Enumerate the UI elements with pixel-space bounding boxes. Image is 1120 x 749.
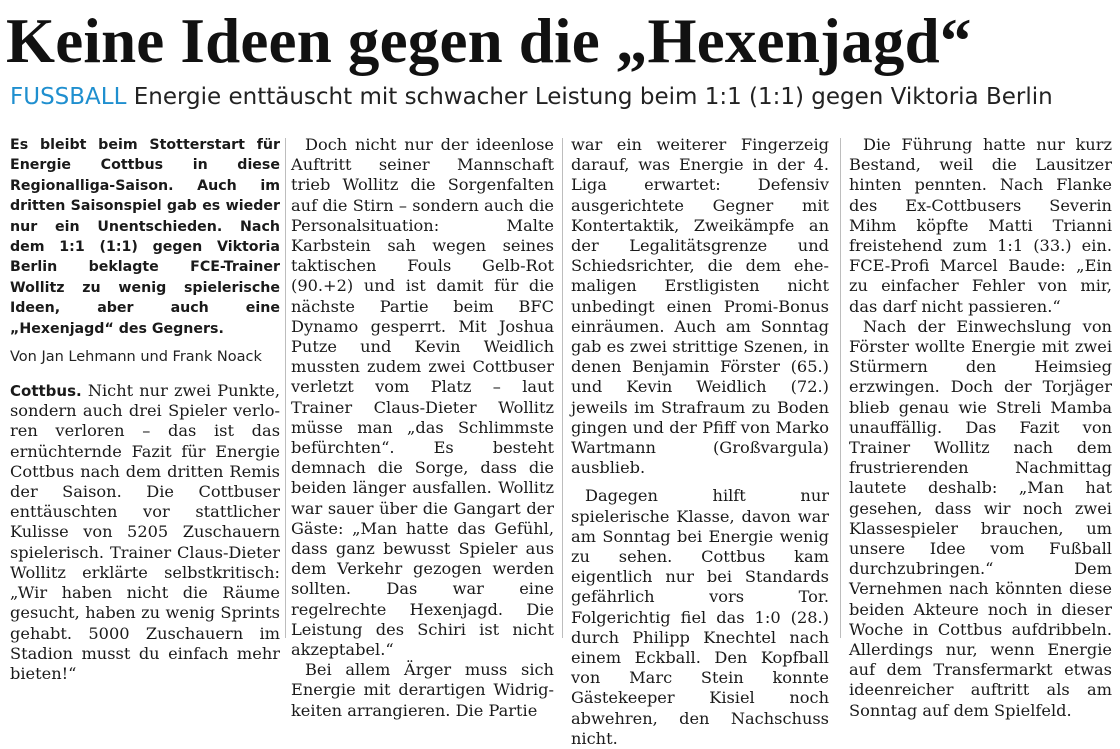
- column-2: [291, 135, 554, 720]
- column-divider: [285, 138, 286, 638]
- lead-paragraph: Es bleibt beim Stotterstart für Energie Cottbus in diese Regionalliga-Saison. Auch im dritten Saisonspiel gab es wieder nur ein Unentschieden. Nach dem 1:1 (1:1) gegen Viktoria Berlin beklagte FCE-Trainer Wollitz zu wenig spielerische Ideen, aber auch eine „Hexenjagd“ des Gegners.: [10, 137, 280, 337]
- body-paragraph: war ein weiterer Fingerzeig darauf, was Energie in der 4. Liga erwartet: Defensiv ausgerichtete Gegner mit Kontertaktik, Zweikämpfe an der Legalitätsgrenze und Schiedsrichter, die dem ehemaligen Erstligisten nicht unbedingt einen Promi-Bonus einräumen. Auch am Sonntag gab es zwei strittige Szenen, in denen Benjamin Förster (65.) und Kevin Weidlich (72.) jeweils im Strafraum zu Boden gingen und der Pfiff von Marko Wartmann (Großvargula) ausblieb.: [571, 135, 829, 478]
- column-1: [10, 135, 280, 683]
- body-paragraph: Doch nicht nur der ideenlose Auftritt seiner Mannschaft trieb Wollitz die Sorgenfalten auf die Stirn – sondern auch die Personalsituation: Malte Karbstein sah wegen seines taktischen Fouls Gelb-Rot (90.+2) und ist damit für die nächste Partie beim BFC Dynamo gesperrt. Mit Joshua Putze und Kevin Weidlich mussten zudem zwei Cottbuser verletzt vom Platz – laut Trainer Claus-Dieter Wollitz müsse man „das Schlimmste befürchten“. Es besteht demnach die Sorge, dass die beiden länger ausfallen. Wollitz war sauer über die Gangart der Gäste: „Man hatte das Gefühl, dass ganz bewusst Spieler aus dem Verkehr gezogen werden sollten. Das war eine regelrechte Hexenjagd. Die Leistung des Schiri ist nicht akzeptabel.“: [291, 135, 554, 660]
- column-divider: [840, 138, 841, 638]
- body-paragraph: Die Führung hatte nur kurz Bestand, weil die Lausitzer hinten pennten. Nach Flanke des Ex-Cottbusers Severin Mihm köpfte Matti Trianni freistehend zum 1:1 (33.) ein. FCE-Profi Marcel Baude: „Ein zu einfacher Fehler von mir, das darf nicht passieren.“: [849, 135, 1112, 316]
- column-divider: [562, 138, 563, 638]
- subheadline: Energie enttäuscht mit schwacher Leistung beim 1:1 (1:1) gegen Viktoria Berlin: [133, 84, 1053, 110]
- body-paragraph: Bei allem Ärger muss sich Energie mit derartigen Widrigkeiten arrangieren. Die Partie: [291, 660, 554, 720]
- body-paragraph: Nach der Einwechslung von Förster wollte Energie mit zwei Stürmern den Heimsieg erzwingen. Doch der Torjäger blieb genau wie Streli Mamba unauffällig. Das Fazit von Trainer Wollitz nach dem frustrierenden Nachmittag lautete deshalb: „Man hat gesehen, dass wir noch zwei Klassespieler brauchen, um unsere Idee vom Fußball durchzubringen.“ Dem Vernehmen nach könnten diese beiden Akteure noch in dieser Woche in Cottbus aufdribbeln. Allerdings nur, wenn Energie auf dem Transfermarkt etwas ideenreicher auftritt als am Sonntag auf dem Spielfeld.: [849, 316, 1112, 720]
- column-4: [849, 135, 1112, 720]
- section-kicker: FUSSBALL: [10, 84, 127, 110]
- paragraph-text: Nicht nur zwei Punkte, sondern auch drei Spieler verloren verloren – das ist das ernüchternde Fazit für Energie Cottbus nach dem dritten Remis der Saison. Die Cottbuser enttäuschten vor stattlicher Kulisse von 5205 Zuschauern spielerisch. Trainer Claus-Dieter Wollitz erklärte selbstkritisch: „Wir haben nicht die Räume gesucht, haben zu wenig Sprints gehabt. 5000 Zuschauern im Stadion musst du einfach mehr bieten!“: [10, 381, 280, 683]
- body-paragraph: [10, 381, 280, 684]
- column-3: [571, 135, 829, 748]
- headline: Keine Ideen gegen die „Hexenjagd“: [6, 6, 972, 76]
- dateline: Cottbus.: [10, 382, 82, 401]
- subheadline-row: [10, 80, 1115, 114]
- body-paragraph: Dagegen hilft nur spielerische Klasse, davon war am Sonntag bei Energie wenig zu sehen. Cottbus kam eigentlich nur bei Standards gefährlich vors Tor. Folgerichtig fiel das 1:0 (28.) durch Philipp Knechtel nach einem Eckball. Den Kopfball von Marc Stein konnte Gästekeeper Kisiel noch abwehren, den Nachschuss nicht.: [571, 486, 829, 748]
- byline: Von Jan Lehmann und Frank Noack: [10, 349, 262, 366]
